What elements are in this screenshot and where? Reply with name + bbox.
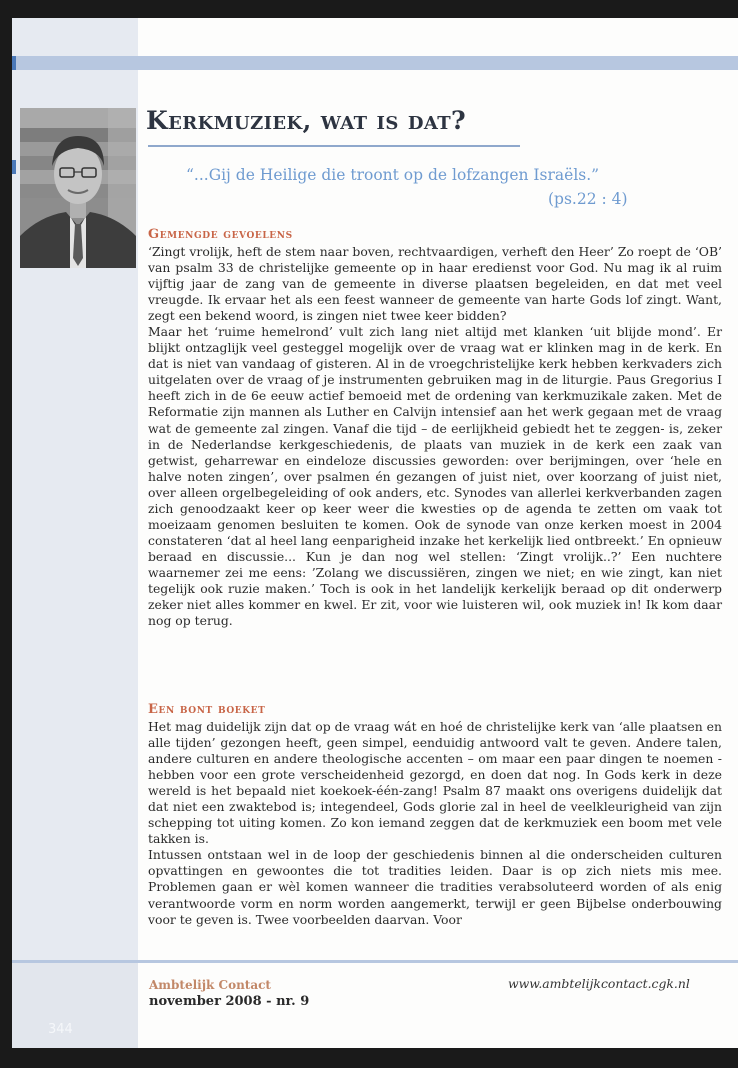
section-heading-gemengde-gevoelens: Gemengde gevoelens bbox=[148, 227, 293, 242]
scan-border-left bbox=[0, 0, 12, 1068]
scan-border-top bbox=[0, 0, 738, 18]
website-link[interactable]: www.ambtelijkcontact.cgk.nl bbox=[508, 976, 690, 991]
top-band-marker bbox=[12, 56, 16, 70]
title-underline bbox=[148, 145, 520, 147]
issue-label: november 2008 - nr. 9 bbox=[149, 994, 310, 1009]
section-heading-een-bont-boeket: Een bont boeket bbox=[148, 702, 266, 717]
footer-page-box bbox=[12, 963, 138, 1048]
top-color-band bbox=[12, 56, 738, 70]
magazine-name: Ambtelijk Contact bbox=[149, 978, 271, 992]
quote-reference: (ps.22 : 4) bbox=[548, 190, 628, 208]
author-portrait-icon bbox=[20, 108, 136, 268]
section-body-een-bont-boeket bbox=[148, 719, 722, 928]
page-number: 344 bbox=[48, 1022, 73, 1037]
paragraph: Het mag duidelijk zijn dat op de vraag wát en hoé de christelijke kerk van ‘alle plaatsen en alle tijden’ gezongen heeft, geen simpel, eenduidig antwoord valt te geven. Andere talen, andere culturen en andere theologische accenten – om maar een paar dingen te noemen - hebben voor een grote verscheidenheid gezorgd, en doen dat nog. In Gods kerk in deze wereld is het bepaald niet koekoek-één-zang! Psalm 87 maakt ons overigens duidelijk dat dat niet een zwaktebod is; integendeel, Gods glorie zal in heel de veelkleurigheid van zijn schepping tot uiting komen. Zo kon iemand zeggen dat de kerkmuziek een boom met vele takken is. bbox=[148, 719, 722, 847]
paragraph: Intussen ontstaan wel in de loop der geschiedenis binnen al die onderscheiden culturen opvattingen en gewoontes die tot tradities leiden. Daar is op zich niets mis mee. Problemen gaan er wèl komen wanneer die tradities verabsoluteerd worden of als enig verantwoorde vorm en norm worden aangemerkt, terwijl er geen Bijbelse onderbouwing voor te geven is. Twee voorbeelden daarvan. Voor bbox=[148, 847, 722, 927]
page-title: Kerkmuziek, wat is dat? bbox=[146, 106, 467, 135]
section-body-gemengde-gevoelens bbox=[148, 244, 722, 629]
side-marker bbox=[12, 160, 16, 174]
paragraph: Maar het ‘ruime hemelrond’ vult zich lang niet altijd met klanken ‘uit blijde mond’. Er blijkt ontzaglijk veel gesteggel mogelijk over de vraag wat er klinken mag in de kerk. En dat is niet van vandaag of gisteren. Al in de vroegchristelijke kerk hebben kerkvaders zich uitgelaten over de vraag of je instrumenten gebruiken mag in de liturgie. Paus Gregorius I heeft zich in de 6e eeuw actief bemoeid met de ordening van kerkmuzikale zaken. Met de Reformatie zijn mannen als Luther en Calvijn intensief aan het werk gegaan met de vraag wat de gemeente zal zingen. Vanaf die tijd – de eerlijkheid gebiedt het te zeggen- is, zeker in de Nederlandse kerkgeschiedenis, de plaats van muziek in de kerk een zaak van getwist, geharrewar en eindeloze discussies geworden: over berijmingen, over ‘hele en halve noten zingen’, over psalmen én gezangen of juist niet, over koorzang of juist niet, over alleen orgelbegeleiding of ook anders, etc. Synodes van allerlei kerkverbanden zagen zich genoodzaakt keer op keer weer die kwesties op de agenda te zetten om vaak tot moeizaam genomen besluiten te komen. Ook de synode van onze kerken moest in 2004 constateren ‘dat al heel lang eenparigheid inzake het kerkelijk lied ontbreekt.’ En opnieuw beraad en discussie... Kun je dan nog wel stellen: ‘Zingt vrolijk..?’ Een nuchtere waarnemer zei me eens: ’Zolang we discussiëren, zingen we niet; en wie zingt, kan niet tegelijk ook ruzie maken.’ Toch is ook in het landelijk kerkelijk beraad op dit onderwerp zeker niet alles kommer en kwel. Er zit, voor wie luisteren wil, ook muziek in! Ik kom daar nog op terug. bbox=[148, 324, 722, 629]
scan-border-bottom bbox=[0, 1048, 738, 1068]
paragraph: ‘Zingt vrolijk, heft de stem naar boven, rechtvaardigen, verheft den Heer’ Zo roept de ‘OB’ van psalm 33 de christelijke gemeente op in haar eredienst voor God. Nu mag ik al ruim vijftig jaar de zang van de gemeente in diverse plaatsen begeleiden, en dat met veel vreugde. Ik ervaar het als een feest wanneer de gemeente van harte Gods lof zingt. Want, zegt een bekend woord, is zingen niet twee keer bidden? bbox=[148, 244, 722, 324]
quote-text: “...Gij de Heilige die troont op de lofzangen Israëls.” bbox=[186, 166, 600, 184]
portrait-image bbox=[20, 108, 136, 268]
